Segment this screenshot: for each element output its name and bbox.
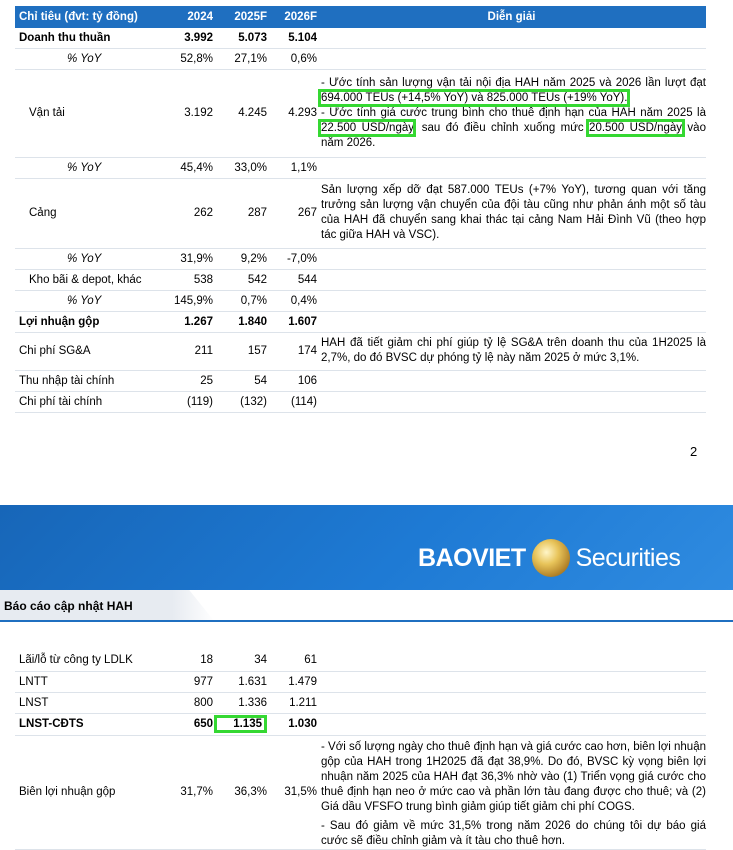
note-item: - Với số lượng ngày cho thuê định hạn và giá cước cao hơn, biên lợi nhuận gộp của HAH trong 1H2025 đã đạt 38,9%. Do đó, BVSC kỳ vọng biên lợi nhuận năm 2025 của HAH đạt 36,3% nhờ vào (1) Triển vọng giá cước cho thuê định hạn neo ở mức cao và phần lớn tàu đang được cho thuê; và (2) Giá dầu VFSFO trung bình giảm giúp tiết giảm chi phí COGS. xyxy=(321,740,706,813)
cell-2026: 0,4% xyxy=(267,290,317,311)
table-row xyxy=(15,290,706,311)
row-note: Sản lượng xếp dỡ đạt 587.000 TEUs (+7% YoY), tương quan với tăng trưởng sản lượng vận chuyển của đội tàu cũng như phản ánh một số tàu của HAH đã chuyển sang khai thác tại cảng Nam Hải Đình Vũ (theo hợp tác giữa HAH và VSC). xyxy=(317,178,706,248)
cell-2025: 36,3% xyxy=(213,735,267,849)
cell-2025: 5.073 xyxy=(213,28,267,48)
header-indicator: Chỉ tiêu (đvt: tỷ đồng) xyxy=(15,6,163,28)
cell-2025: 1.840 xyxy=(213,311,267,332)
cell-2026: 1,1% xyxy=(267,157,317,178)
cell-2025: 157 xyxy=(213,332,267,370)
row-label: Lãi/lỗ từ công ty LDLK xyxy=(15,649,163,671)
cell-2024: 538 xyxy=(163,269,213,290)
row-label: Doanh thu thuần xyxy=(15,28,163,48)
table-row xyxy=(15,248,706,269)
cell-2025: 1.336 xyxy=(213,692,267,713)
row-label: LNTT xyxy=(15,671,163,692)
logo-brand-bold: BAOVIET xyxy=(418,543,526,572)
report-title-bar xyxy=(0,590,733,622)
cell-2025: 34 xyxy=(213,649,267,671)
table-row xyxy=(15,311,706,332)
cell-2025: 54 xyxy=(213,370,267,391)
cell-2024: 1.267 xyxy=(163,311,213,332)
table-row xyxy=(15,735,706,849)
table-row xyxy=(15,391,706,412)
table-row xyxy=(15,28,706,48)
row-label: LNST xyxy=(15,692,163,713)
cell-2025: 542 xyxy=(213,269,267,290)
cell-2025: 0,7% xyxy=(213,290,267,311)
table-row xyxy=(15,178,706,248)
cell-2026: 1.479 xyxy=(267,671,317,692)
header-explanation: Diễn giải xyxy=(317,6,706,28)
table-row xyxy=(15,713,706,735)
cell-2025: 1.631 xyxy=(213,671,267,692)
cell-2025: 33,0% xyxy=(213,157,267,178)
row-note: - Ước tính sản lượng vận tải nội địa HAH năm 2025 và 2026 lần lượt đạt 694.000 TEUs (+14,5% YoY) và 825.000 TEUs (+19% YoY). - Ước tính giá cước trung bình cho thuê định hạn của HAH năm 2025 là 22.500 USD/ngày, sau đó điều chỉnh xuống mức 20.500 USD/ngày vào năm 2026. xyxy=(317,69,706,157)
financial-table-top xyxy=(15,6,706,413)
table-row xyxy=(15,370,706,391)
cell-2024: 45,4% xyxy=(163,157,213,178)
highlight-rate-2025: 22.500 USD/ngày xyxy=(321,121,414,134)
highlight-rate-2026: 20.500 USD/ngày xyxy=(589,121,683,134)
table-row xyxy=(15,692,706,713)
globe-icon xyxy=(532,539,570,577)
row-note xyxy=(317,735,706,849)
page-number: 2 xyxy=(690,444,698,459)
row-label: Cảng xyxy=(15,178,163,248)
row-label: Lợi nhuận gộp xyxy=(15,311,163,332)
financial-table-bottom xyxy=(15,649,706,850)
cell-2025: 287 xyxy=(213,178,267,248)
cell-2025: (132) xyxy=(213,391,267,412)
cell-2024: 145,9% xyxy=(163,290,213,311)
table-row xyxy=(15,649,706,671)
cell-2026: (114) xyxy=(267,391,317,412)
note-item: - Sau đó giảm về mức 31,5% trong năm 2026 do chúng tôi dự báo giá cước sẽ điều chỉnh giảm và ít tàu cho thuê hơn. xyxy=(321,819,706,847)
cell-2024: 3.192 xyxy=(163,69,213,157)
cell-2026: 544 xyxy=(267,269,317,290)
cell-2026: 31,5% xyxy=(267,735,317,849)
table-row xyxy=(15,671,706,692)
row-label: Kho bãi & depot, khác xyxy=(15,269,163,290)
cell-2024: 262 xyxy=(163,178,213,248)
cell-2026: 267 xyxy=(267,178,317,248)
table-row xyxy=(15,332,706,370)
header-2024: 2024 xyxy=(163,6,213,28)
cell-2026: 4.293 xyxy=(267,69,317,157)
cell-2026: -7,0% xyxy=(267,248,317,269)
cell-2026: 1.030 xyxy=(267,713,317,735)
row-label: % YoY xyxy=(15,157,163,178)
report-title: Báo cáo cập nhật HAH xyxy=(4,599,133,613)
row-note: HAH đã tiết giảm chi phí giúp tỷ lệ SG&A trên doanh thu của 1H2025 là 2,7%, do đó BVSC dự phóng tỷ lệ này năm 2025 ở mức 3,1%. xyxy=(317,332,706,370)
table-header-row xyxy=(15,6,706,28)
cell-2026: 1.607 xyxy=(267,311,317,332)
table-row xyxy=(15,69,706,157)
row-label: LNST-CĐTS xyxy=(15,713,163,735)
cell-2026: 106 xyxy=(267,370,317,391)
row-label: % YoY xyxy=(15,290,163,311)
cell-2025: 9,2% xyxy=(213,248,267,269)
row-label: Vận tải xyxy=(15,69,163,157)
row-label: % YoY xyxy=(15,248,163,269)
cell-2024: 3.992 xyxy=(163,28,213,48)
row-label: % YoY xyxy=(15,48,163,69)
header-2026f: 2026F xyxy=(267,6,317,28)
cell-2024: 977 xyxy=(163,671,213,692)
cell-2024: 25 xyxy=(163,370,213,391)
cell-2025 xyxy=(213,713,267,735)
cell-2024: 18 xyxy=(163,649,213,671)
cell-2024: (119) xyxy=(163,391,213,412)
cell-2024: 52,8% xyxy=(163,48,213,69)
cell-2026: 174 xyxy=(267,332,317,370)
row-label: Thu nhập tài chính xyxy=(15,370,163,391)
row-label: Chi phí tài chính xyxy=(15,391,163,412)
highlight-npat-2025: 1.135 xyxy=(217,718,264,730)
cell-2024: 31,9% xyxy=(163,248,213,269)
table-row xyxy=(15,157,706,178)
cell-2026: 5.104 xyxy=(267,28,317,48)
cell-2024: 211 xyxy=(163,332,213,370)
cell-2025: 4.245 xyxy=(213,69,267,157)
logo-brand-light: Securities xyxy=(575,543,681,572)
cell-2026: 0,6% xyxy=(267,48,317,69)
cell-2024: 31,7% xyxy=(163,735,213,849)
table-row xyxy=(15,269,706,290)
header-2025f: 2025F xyxy=(213,6,267,28)
baoviet-logo xyxy=(418,538,680,578)
highlight-transport-volume: 694.000 TEUs (+14,5% YoY) và 825.000 TEUs (+19% YoY). xyxy=(321,91,628,104)
row-label: Biên lợi nhuận gộp xyxy=(15,735,163,849)
cell-2024: 800 xyxy=(163,692,213,713)
cell-2025: 27,1% xyxy=(213,48,267,69)
row-label: Chi phí SG&A xyxy=(15,332,163,370)
cell-2024: 650 xyxy=(163,713,213,735)
cell-2026: 61 xyxy=(267,649,317,671)
cell-2026: 1.211 xyxy=(267,692,317,713)
table-row xyxy=(15,48,706,69)
